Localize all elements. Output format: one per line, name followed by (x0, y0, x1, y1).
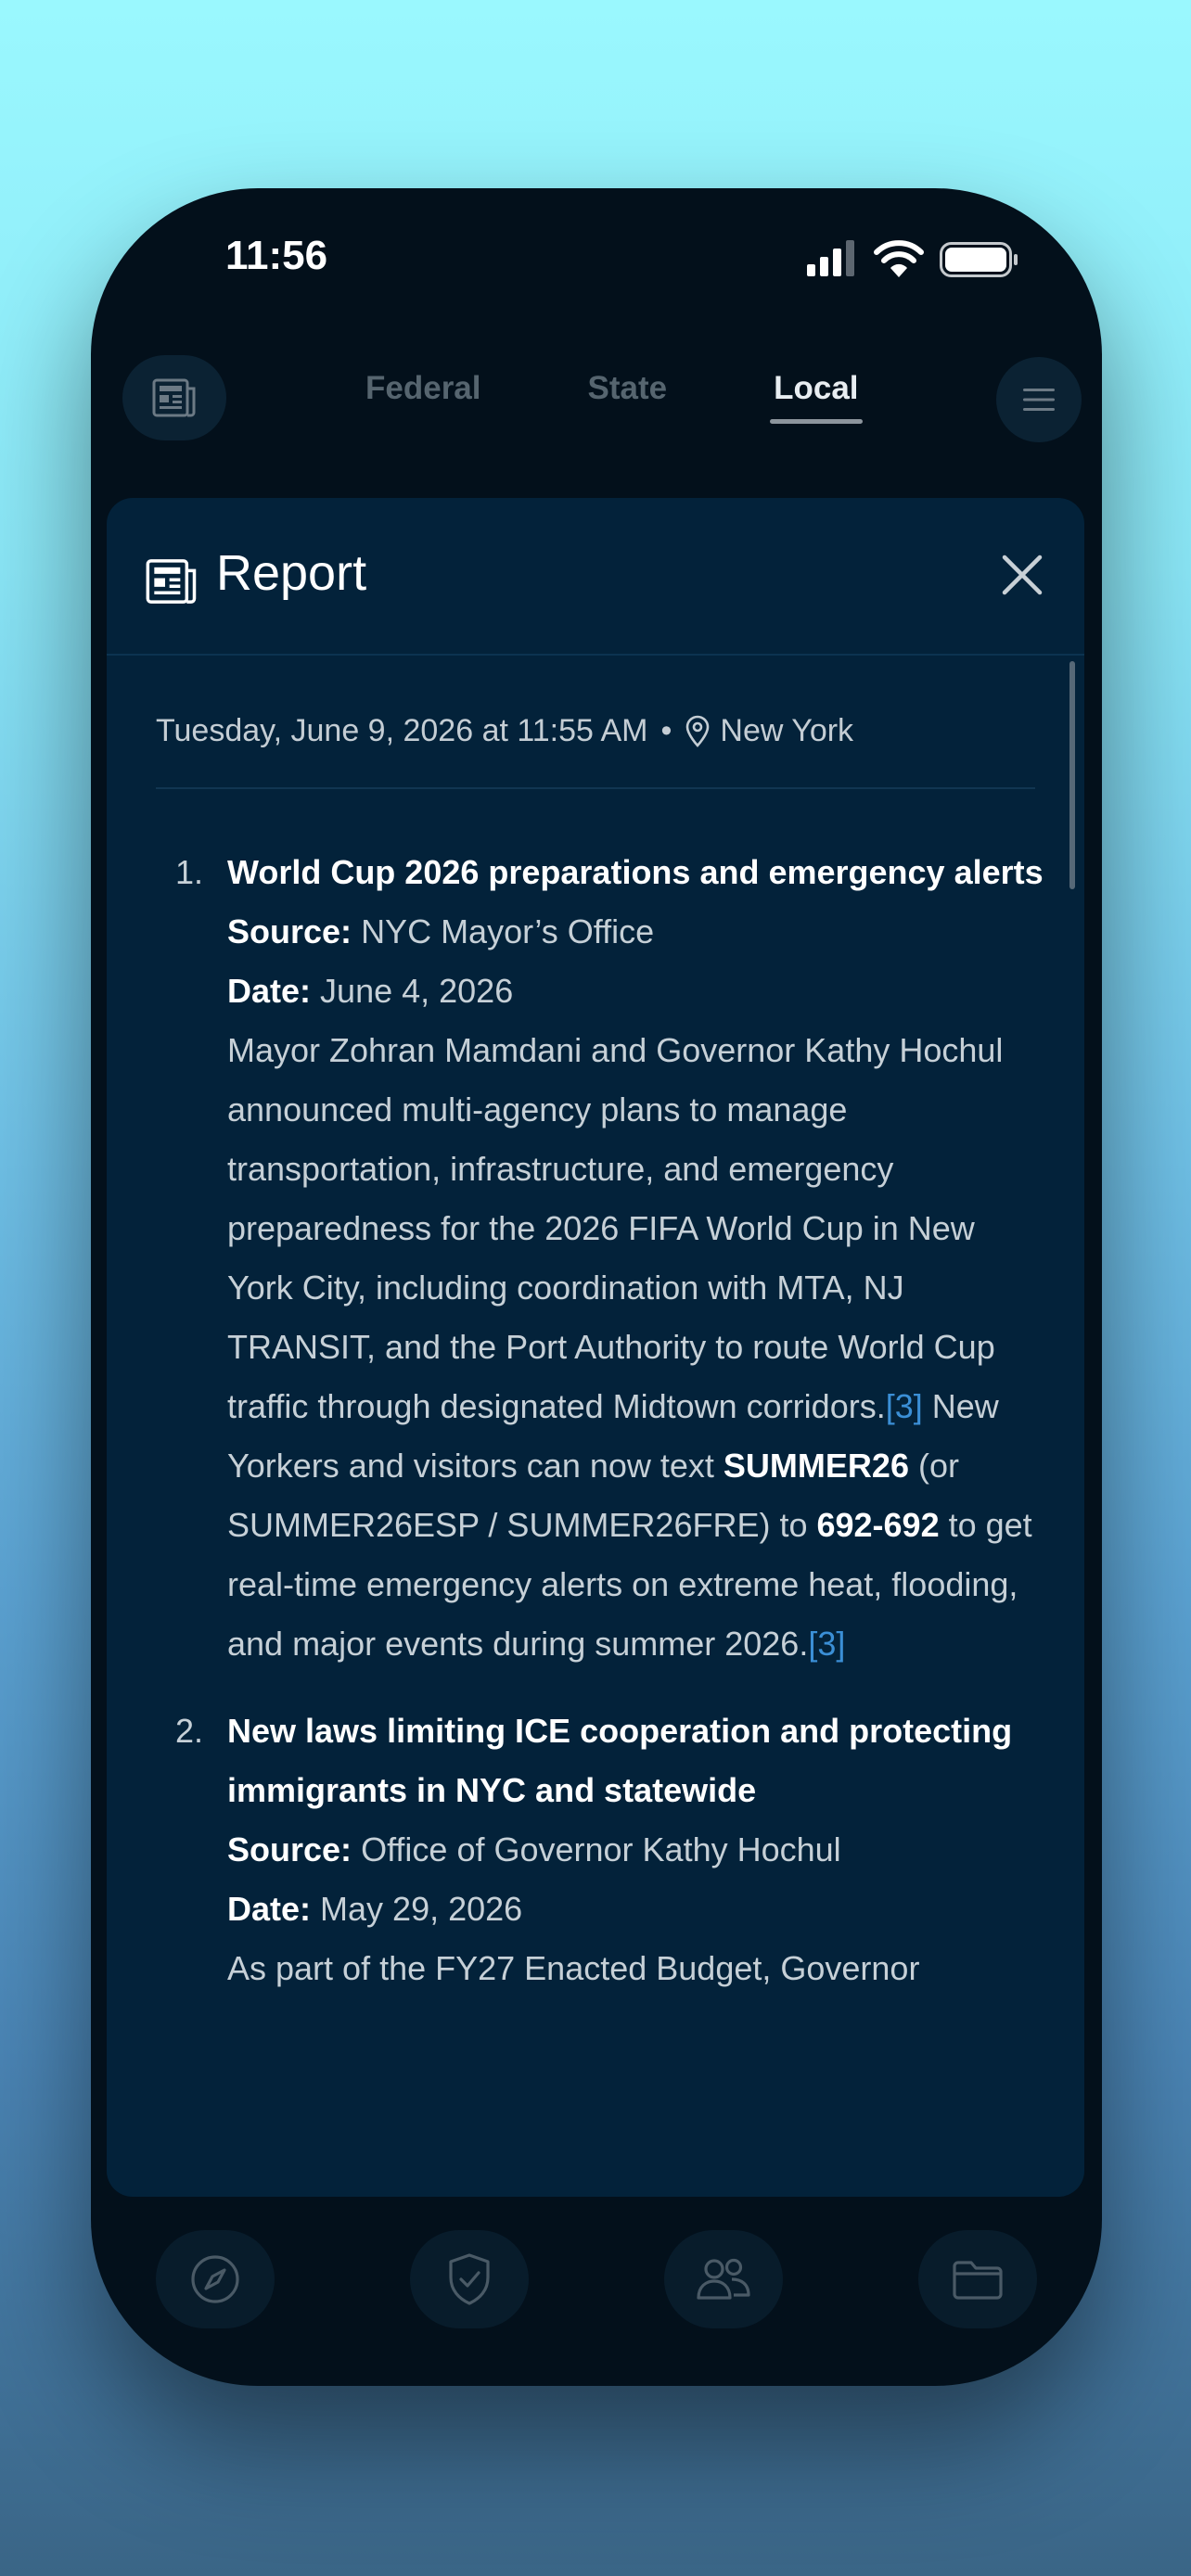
news-button[interactable] (122, 355, 226, 440)
bottom-navigation (91, 2230, 1102, 2341)
tab-local[interactable]: Local (774, 370, 858, 424)
compass-icon (189, 2253, 241, 2305)
citation-link[interactable]: [3] (885, 1387, 923, 1425)
item-date (227, 1880, 1046, 1939)
source-label: Source: (227, 912, 352, 950)
tab-state[interactable]: State (587, 370, 668, 406)
newspaper-icon (146, 557, 198, 606)
security-button[interactable] (410, 2230, 529, 2328)
menu-icon (1023, 388, 1055, 412)
phone-frame (91, 188, 1102, 2386)
report-card (107, 498, 1084, 2197)
folder-icon (951, 2257, 1005, 2302)
source-label: Source: (227, 1830, 352, 1868)
signal-icon (807, 240, 854, 276)
date-value: June 4, 2026 (320, 972, 514, 1010)
item-source (227, 1820, 1046, 1880)
status-time: 11:56 (225, 233, 328, 278)
body-text: New Yorkers and visitors can now text (227, 1387, 999, 1485)
location-pin-icon (685, 715, 711, 748)
body-text: (or SUMMER26ESP / SUMMER26FRE) to (227, 1447, 959, 1544)
meta-divider (156, 787, 1035, 789)
community-button[interactable] (664, 2230, 783, 2328)
menu-button[interactable] (996, 357, 1082, 442)
newspaper-icon (152, 377, 197, 418)
citation-link[interactable]: [3] (808, 1625, 846, 1663)
close-icon[interactable] (999, 552, 1045, 598)
tab-federal[interactable]: Federal (365, 370, 481, 406)
item-title: New laws limiting ICE cooperation and protecting immigrants in NYC and statewide (227, 1712, 1013, 1809)
report-datetime: Tuesday, June 9, 2026 at 11:55 AM (156, 713, 648, 748)
list-item (156, 1702, 1046, 1998)
folder-button[interactable] (918, 2230, 1037, 2328)
item-date (227, 962, 1046, 1021)
item-body: As part of the FY27 Enacted Budget, Governor (227, 1949, 920, 1987)
source-value: Office of Governor Kathy Hochul (361, 1830, 841, 1868)
report-meta (156, 713, 853, 749)
battery-icon (941, 244, 1018, 276)
item-number: 1. (175, 853, 204, 891)
sms-number: 692-692 (816, 1506, 940, 1544)
item-title: World Cup 2026 preparations and emergency alerts (227, 853, 1044, 891)
date-label: Date: (227, 972, 312, 1010)
body-text: to get real-time emergency alerts on extreme heat, flooding, and major events during summer 2026. (227, 1506, 1032, 1663)
date-value: May 29, 2026 (320, 1890, 523, 1928)
status-bar (91, 188, 1102, 327)
wifi-icon (877, 243, 921, 277)
item-source (227, 902, 1046, 962)
report-title: Report (216, 545, 367, 601)
report-header (107, 498, 1084, 656)
scrollbar[interactable] (1069, 661, 1075, 889)
report-content (156, 843, 1046, 2026)
item-number: 2. (175, 1712, 204, 1750)
date-label: Date: (227, 1890, 312, 1928)
explore-button[interactable] (156, 2230, 275, 2328)
source-value: NYC Mayor’s Office (361, 912, 655, 950)
item-body (227, 1021, 1046, 1674)
tab-bar (365, 370, 966, 424)
report-location: New York (720, 713, 854, 748)
status-icons (807, 236, 1020, 283)
body-text: Mayor Zohran Mamdani and Governor Kathy Hochul announced multi-agency plans to manage transportation, infrastructure, and emergency preparedness for the 2026 FIFA World Cup in New York City, including coordination with MTA, NJ TRANSIT, and the Port Authority to route World Cup traffic through designated Midtown corridors. (227, 1031, 1004, 1425)
people-icon (695, 2255, 752, 2303)
meta-separator: • (660, 713, 672, 748)
sms-keyword: SUMMER26 (723, 1447, 909, 1485)
shield-check-icon (445, 2251, 493, 2307)
list-item (156, 843, 1046, 1674)
